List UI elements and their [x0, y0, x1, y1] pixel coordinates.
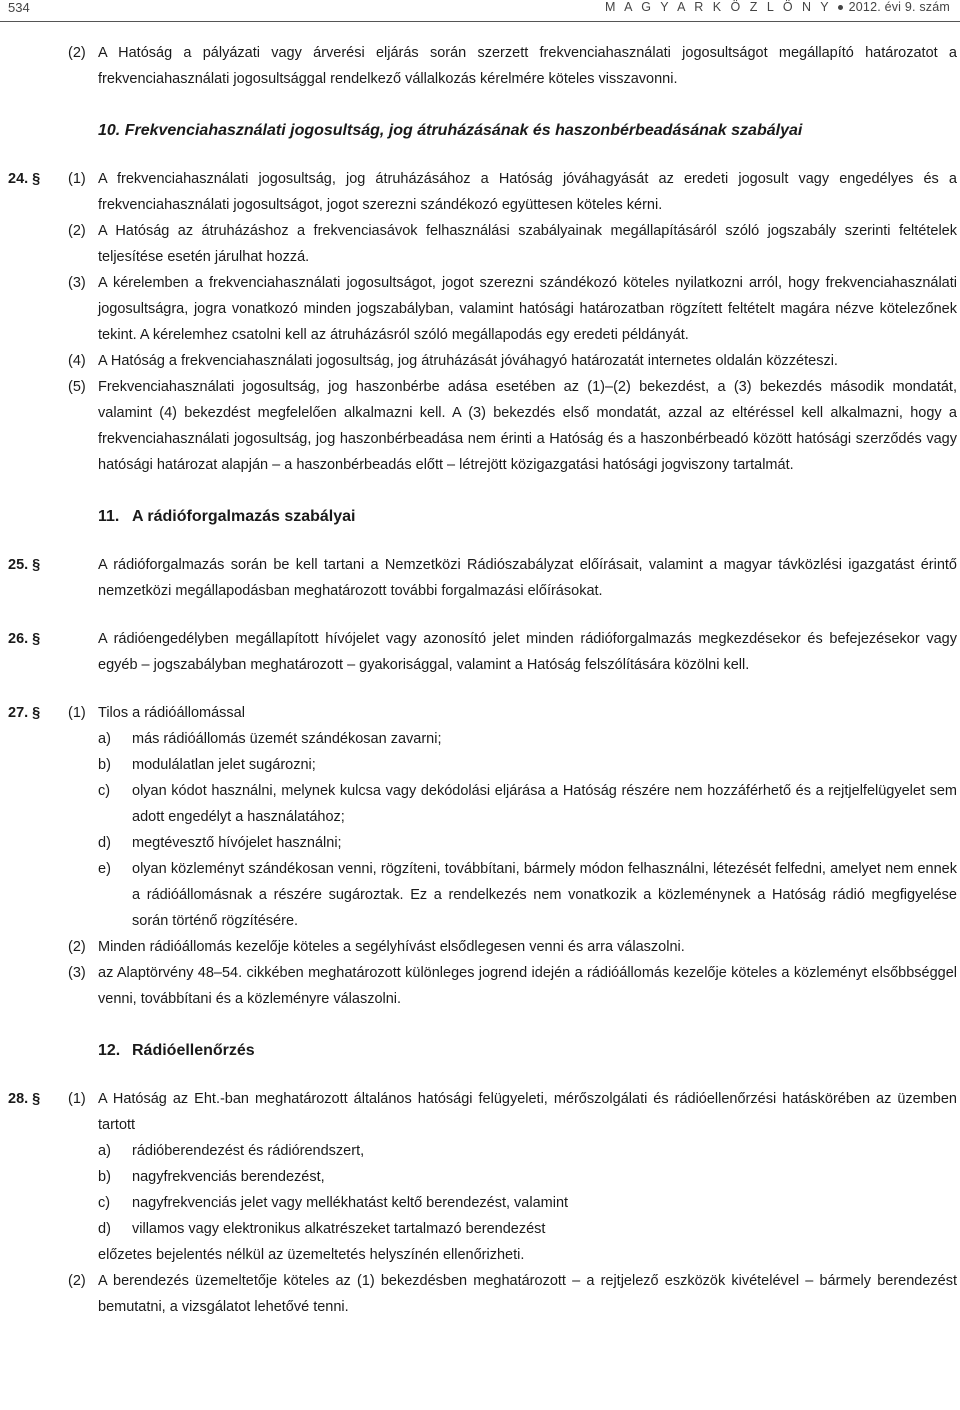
section-heading [0, 118, 960, 144]
paragraph-text: előzetes bejelentés nélkül az üzemeltetés helyszínén ellenőrizheti. [98, 1247, 525, 1263]
paragraph [0, 626, 960, 678]
list-item [0, 856, 960, 934]
item-letter: b) [98, 1169, 111, 1185]
section-label: 28. § [8, 1091, 41, 1107]
paragraph-number: (3) [68, 965, 86, 981]
section-label: 27. § [8, 705, 41, 721]
section-heading [0, 1038, 960, 1064]
running-header [0, 0, 960, 22]
paragraph [0, 552, 960, 604]
paragraph-text: az Alaptörvény 48–54. cikkében meghatározott különleges jogrend idején a rádióállomás kezelője köteles a közleményt elsőbbséggel venni, továbbítani és a közleményre válaszolni. [98, 965, 957, 1007]
item-text: megtévesztő hívójelet használni; [132, 835, 342, 851]
paragraph-number: (2) [68, 1273, 86, 1289]
journal-info [605, 0, 950, 14]
item-text: olyan kódot használni, melynek kulcsa vagy dekódolási eljárása a Hatóság részére nem hozzáférhető és a rejtjelfelügyelet sem adott engedélyt a használatához; [132, 783, 957, 825]
paragraph-text: Tilos a rádióállomással [98, 705, 245, 721]
section-label: 26. § [8, 631, 41, 647]
paragraph-text: A frekvenciahasználati jogosultság, jog átruházásához a Hatóság jóváhagyását az eredeti jogosult vagy engedélyes és a frekvenciahasználati jogosultságot, jogot szerezni szándékozó együttesen köteles kérni. [98, 171, 957, 213]
paragraph-number: (1) [68, 705, 86, 721]
item-text: olyan közleményt szándékosan venni, rögzíteni, továbbítani, bármely módon felhasználni, létezését felfedni, amelyet nem ennek a rádióállomásnak a részére sugároztak. Ez a rendelkezés nem vonatkozik a közleménynek a Hatóság rádió megfigyelése során történő rögzítésére. [132, 861, 957, 929]
paragraph-text: Frekvenciahasználati jogosultság, jog haszonbérbe adása esetében az (1)–(2) bekezdést, a (3) bekezdés második mondatát, valamint (4) bekezdést megfelelően alkalmazni kell. A (3) bekezdés első mondatát, azzal az eltéréssel kell alkalmazni, hogy a frekvenciahasználati jogosultság, jog haszonbérbeadása nem érinti a Hatóság és a haszonbérbeadó között hatósági szerződés vagy hatósági határozat alapján – a haszonbérbeadás előtt – létrejött közigazgatási hatósági jogviszony tartalmát. [98, 379, 957, 473]
paragraph-number: (2) [68, 45, 86, 61]
section-heading [0, 504, 960, 530]
item-letter: a) [98, 731, 111, 747]
paragraph-text: A Hatóság a frekvenciahasználati jogosultság, jog átruházását jóváhagyó határozatát internetes oldalán közzéteszi. [98, 353, 838, 369]
list-item [0, 726, 960, 752]
paragraph [0, 1268, 960, 1320]
paragraph [0, 166, 960, 218]
issue-label: 2012. évi 9. szám [848, 0, 950, 14]
list-item [0, 1190, 960, 1216]
paragraph [0, 934, 960, 960]
paragraph [0, 700, 960, 726]
item-text: nagyfrekvenciás jelet vagy mellékhatást keltő berendezést, valamint [132, 1195, 569, 1211]
paragraph-text: Minden rádióállomás kezelője köteles a segélyhívást elsődlegesen venni és arra válaszolni. [98, 939, 685, 955]
list-item [0, 778, 960, 830]
item-letter: c) [98, 1195, 111, 1211]
item-text: más rádióállomás üzemét szándékosan zavarni; [132, 731, 442, 747]
item-text: nagyfrekvenciás berendezést, [132, 1169, 325, 1185]
journal-title: M A G Y A R K Ö Z L Ö N Y [604, 0, 832, 14]
document-body [0, 40, 960, 1320]
header-rule [0, 21, 960, 22]
paragraph-text: A rádióforgalmazás során be kell tartani a Nemzetközi Rádiószabályzat előírásait, valamint a magyar távközlési igazgatást érintő nemzetközi megállapodásban meghatározott további forgalmazási előírásokat. [98, 557, 957, 599]
section-label: 24. § [8, 171, 41, 187]
paragraph-number: (1) [68, 1091, 86, 1107]
item-text: modulálatlan jelet sugározni; [132, 757, 316, 773]
paragraph [0, 374, 960, 478]
heading-number: 12. [98, 1042, 121, 1059]
paragraph [0, 348, 960, 374]
heading-number: 10. [98, 122, 121, 139]
item-text: villamos vagy elektronikus alkatrészeket tartalmazó berendezést [132, 1221, 546, 1237]
item-letter: a) [98, 1143, 111, 1159]
paragraph [0, 40, 960, 92]
paragraph [0, 270, 960, 348]
item-letter: d) [98, 1221, 111, 1237]
paragraph-number: (3) [68, 275, 86, 291]
list-item [0, 1138, 960, 1164]
item-letter: e) [98, 861, 111, 877]
paragraph [0, 218, 960, 270]
item-letter: b) [98, 757, 111, 773]
paragraph-text: A rádióengedélyben megállapított hívójelet vagy azonosító jelet minden rádióforgalmazás megkezdésekor és befejezésekor vagy egyéb – jogszabályban meghatározott – gyakorisággal, valamint a Hatóság felszólítására közölni kell. [98, 631, 957, 673]
paragraph [0, 960, 960, 1012]
heading-number: 11. [98, 508, 120, 525]
paragraph-number: (2) [68, 939, 86, 955]
paragraph-text: A Hatóság a pályázati vagy árverési eljárás során szerzett frekvenciahasználati jogosultságot megállapító határozatot a frekvenciahasználati jogosultsággal rendelkező vállalkozás kérelmére köteles visszavonni. [98, 45, 957, 87]
paragraph-text: A Hatóság az Eht.-ban meghatározott általános hatósági felügyeleti, mérőszolgálati és rádióellenőrzési hatáskörében az üzemben tartott [98, 1091, 957, 1133]
heading-title: A rádióforgalmazás szabályai [132, 508, 356, 525]
paragraph-text: A Hatóság az átruházáshoz a frekvenciasávok felhasználási szabályainak megállapításáról szóló jogszabály szerinti feltételek teljesítése esetén járulhat hozzá. [98, 223, 957, 265]
paragraph-text: A kérelemben a frekvenciahasználati jogosultságot, jogot szerezni szándékozó köteles nyilatkozni arról, hogy frekvenciahasználati jogosultságra, jogra vonatkozó minden jogszabályban, valamint hatósági határozatban rögzített feltételt magára nézve kötelezőnek tekint. A kérelemhez csatolni kell az átruházásról szóló megállapodás egy eredeti példányát. [98, 275, 957, 343]
paragraph-number: (2) [68, 223, 86, 239]
paragraph [0, 1086, 960, 1138]
list-item [0, 1216, 960, 1242]
paragraph-number: (1) [68, 171, 86, 187]
heading-title: Rádióellenőrzés [132, 1042, 255, 1059]
list-item [0, 1164, 960, 1190]
list-item [0, 830, 960, 856]
item-letter: d) [98, 835, 111, 851]
section-label: 25. § [8, 557, 41, 573]
bullet-icon [838, 5, 843, 10]
paragraph-continuation [0, 1242, 960, 1268]
item-letter: c) [98, 783, 111, 799]
paragraph-number: (4) [68, 353, 86, 369]
heading-title: Frekvenciahasználati jogosultság, jog átruházásának és haszonbérbeadásának szabályai [124, 122, 803, 139]
item-text: rádióberendezést és rádiórendszert, [132, 1143, 365, 1159]
list-item [0, 752, 960, 778]
paragraph-number: (5) [68, 379, 86, 395]
paragraph-text: A berendezés üzemeltetője köteles az (1) bekezdésben meghatározott – a rejtjelező eszközök kivételével – bármely berendezést bemutatni, a vizsgálatot lehetővé tenni. [98, 1273, 957, 1315]
page-number: 534 [8, 0, 30, 15]
